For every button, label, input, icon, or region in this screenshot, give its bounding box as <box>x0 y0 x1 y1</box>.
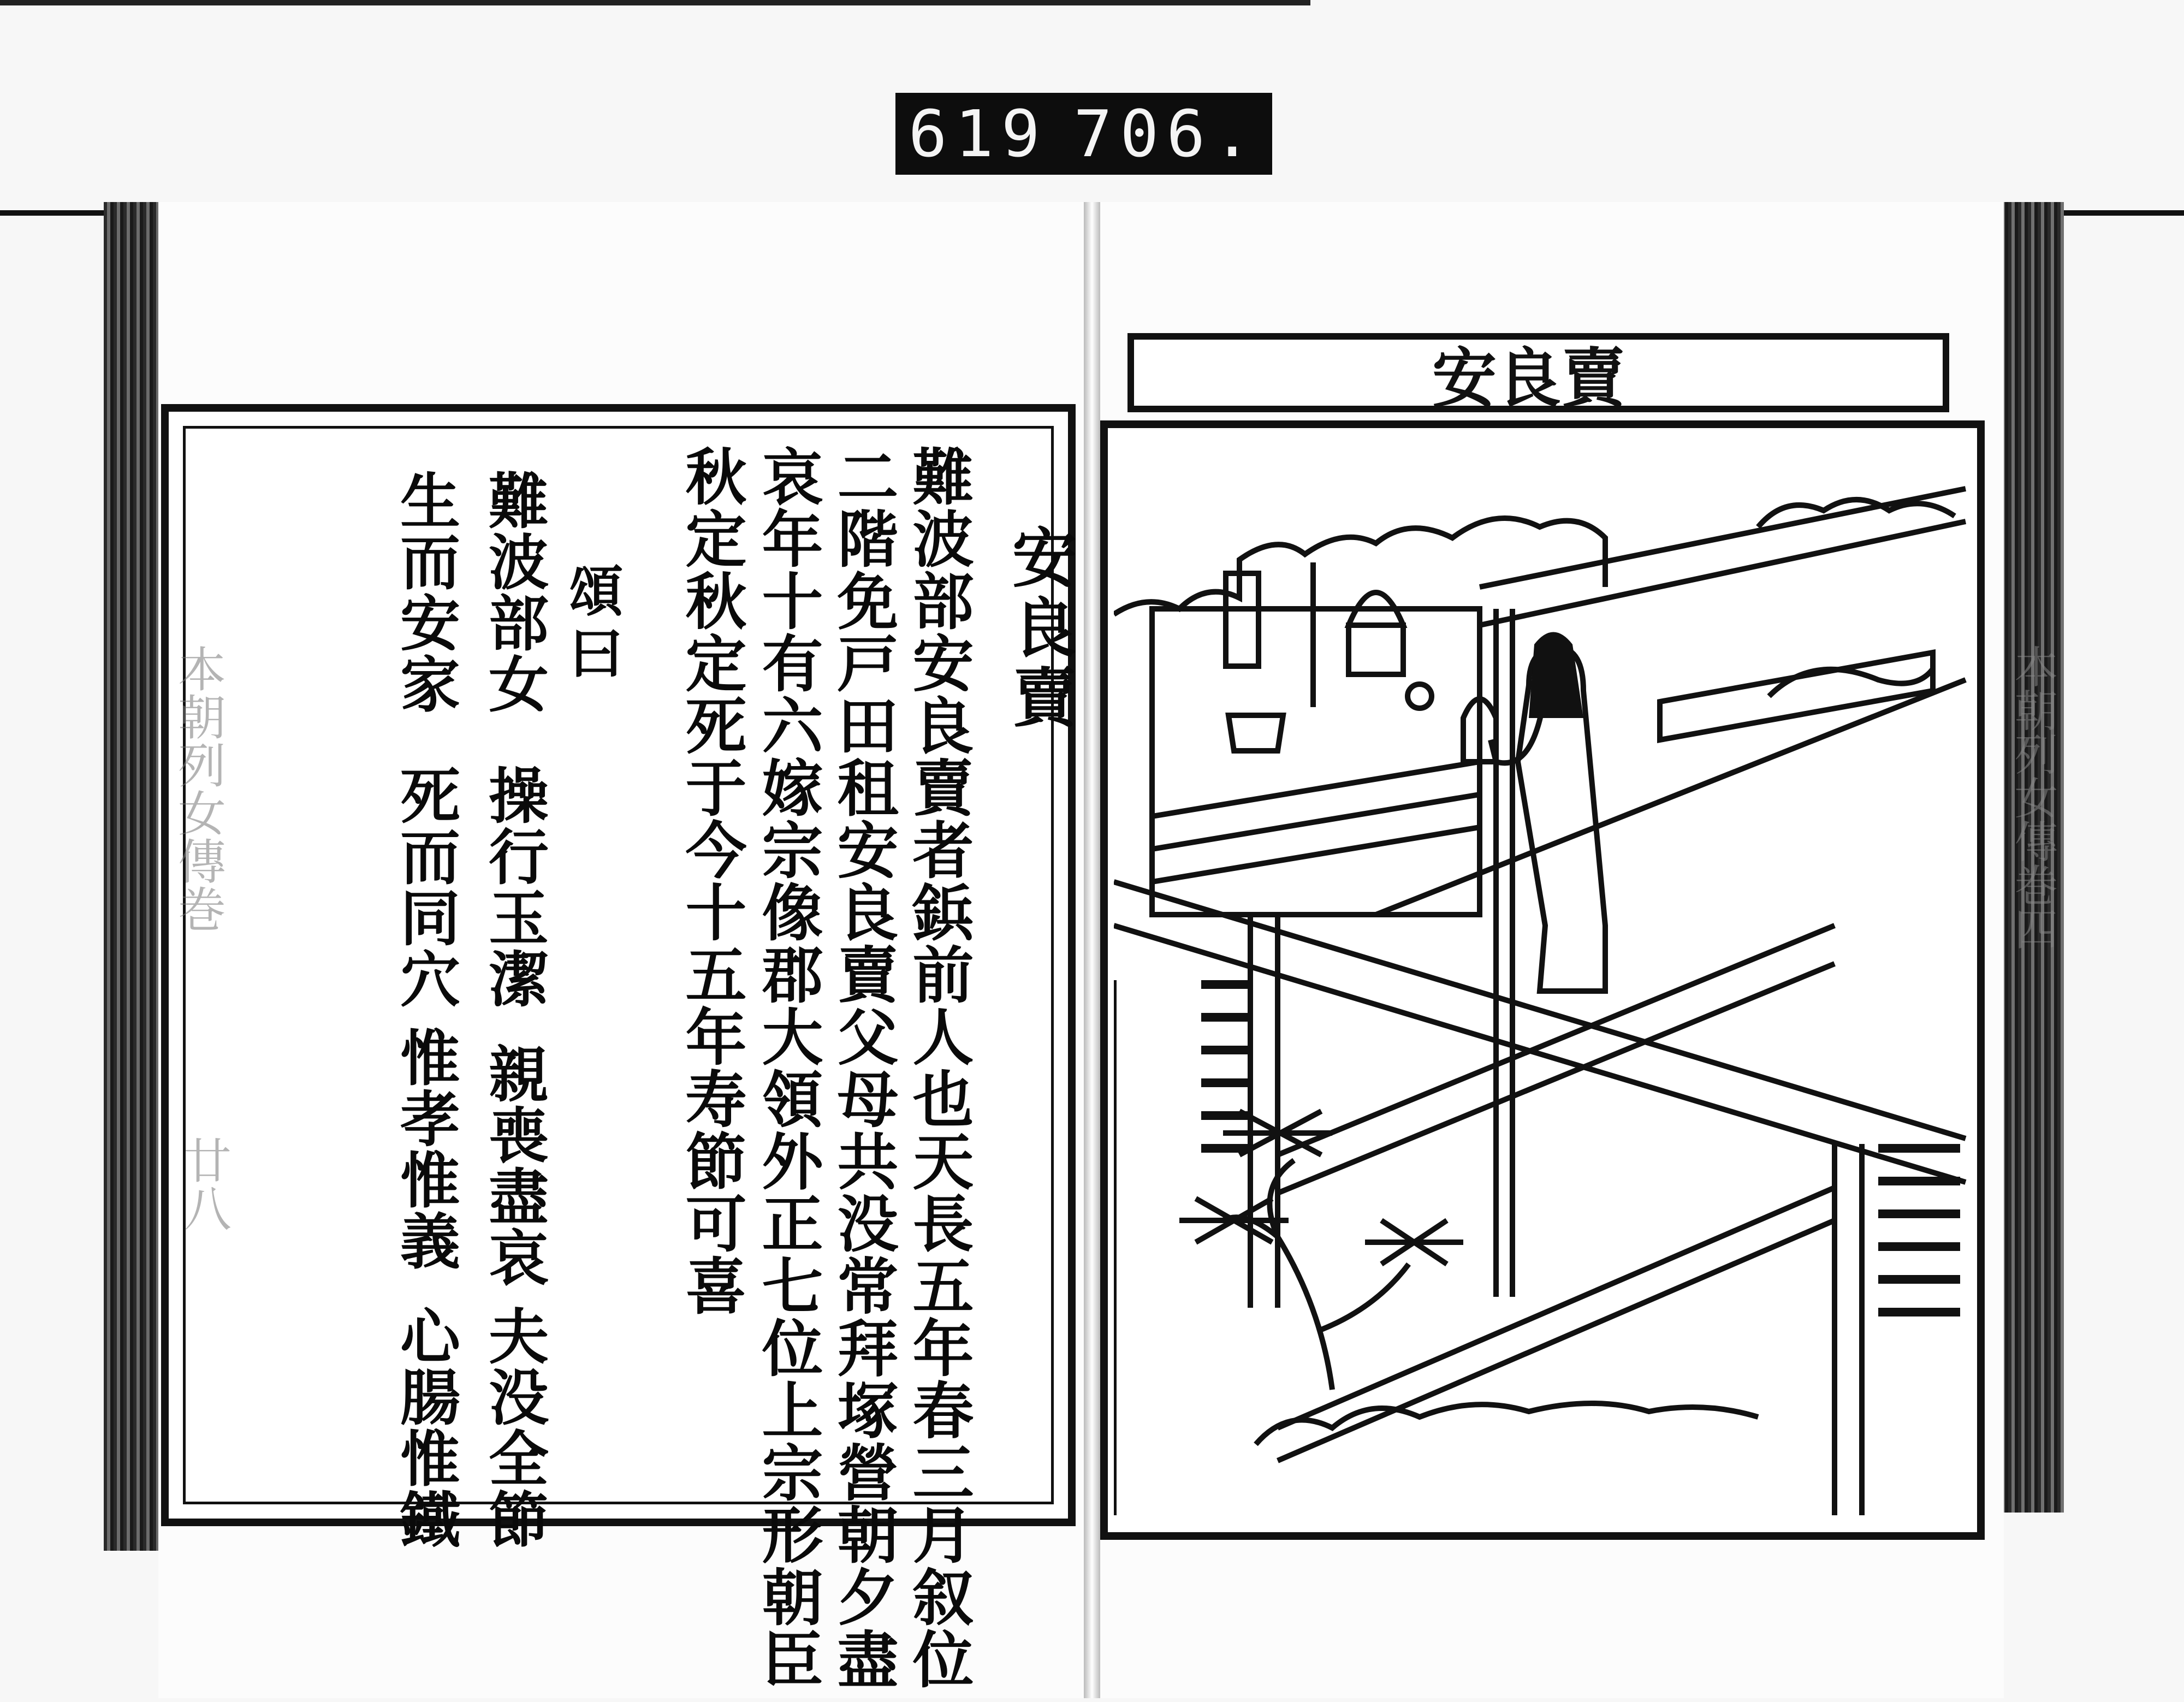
left-folio: 廿八 <box>176 1136 232 1232</box>
verse-7: 惟孝惟義 <box>390 1027 461 1271</box>
woman-hair <box>1529 632 1583 719</box>
call-number-right: 706. <box>1073 96 1260 171</box>
book-edge-left <box>104 202 164 1551</box>
verse-5: 生而安家 <box>390 470 461 714</box>
woodblock-illustration <box>1114 434 1971 1526</box>
verse-4: 夫没全節 <box>479 1305 549 1550</box>
call-number-left: 619 <box>908 96 1048 171</box>
book-gutter <box>1084 202 1100 1698</box>
verse-1: 難波部女 <box>479 470 549 714</box>
body-column-3: 哀年十有六嫁宗像郡大領外正七位上宗形朝臣 <box>752 445 823 1690</box>
incense-burner <box>1228 715 1283 751</box>
dais <box>1660 653 1933 740</box>
illustration-title <box>1365 333 1693 416</box>
pine-needles-3 <box>1365 1220 1463 1264</box>
folded-robe <box>1769 669 1933 696</box>
verse-3: 親喪盡哀 <box>479 1043 549 1288</box>
entry-title: 安良賣 <box>1001 524 1077 734</box>
body-column-2: 二階免戸田租安良賣父母共没常拜塚營朝夕盡 <box>827 445 899 1690</box>
verse-8: 心腸惟鐵 <box>390 1305 461 1550</box>
body-column-1: 難波部安良賣者鋲前人也天長五年春三月叙位 <box>903 445 974 1690</box>
right-margin-title: 本朝列女傳巻四 <box>2007 644 2058 950</box>
verse-2: 操行玉潔 <box>479 764 549 1009</box>
left-margin-title: 本朝列女傳巻 <box>170 644 227 933</box>
scan-top-edge <box>0 0 1310 5</box>
body-column-4: 秋定秋定死于今十五年寿節可喜 <box>675 445 747 1316</box>
call-number-label <box>895 93 1272 175</box>
verse-6: 死而同穴 <box>390 764 461 1009</box>
song-label: 頌曰 <box>560 562 624 687</box>
illustration-title-text: 安良賣 <box>1432 340 1625 416</box>
